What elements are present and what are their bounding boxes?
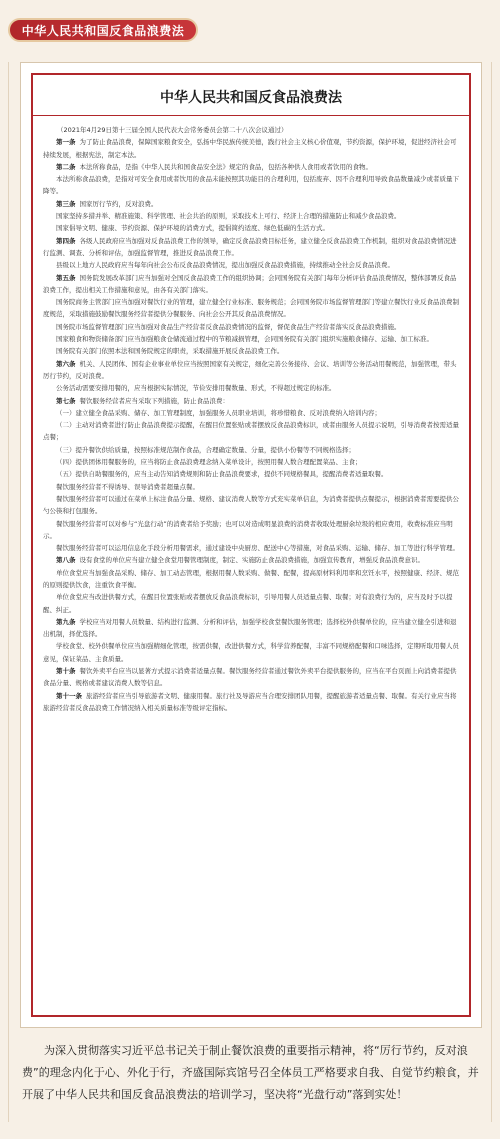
law-paragraph — [43, 665, 459, 690]
article-text: 单位食堂应当改进供餐方式，在醒目位置张贴或者摆放反食品浪费标识，引导用餐人员适量点餐、取餐；对有浪费行为的，应当及时予以提醒、纠正。 — [43, 593, 453, 614]
article-text: 餐饮服务经营者可以运用信息化手段分析用餐需求，通过建设中央厨房、配送中心等措施，对食品采购、运输、储存、加工等进行科学管理。 — [56, 544, 459, 553]
article-text: 单位食堂应当加强食品采购、储存、加工动态管理，根据用餐人数采购、做餐、配餐，提高原材料利用率和烹饪水平，按照健康、经济、规范的原则提供饮食，注重饮食平衡。 — [43, 568, 459, 589]
law-paragraph — [43, 272, 459, 297]
law-paragraph — [43, 136, 459, 161]
article-number: 第三条 — [56, 199, 76, 208]
article-text: 学校食堂、校外供餐单位应当加强精细化管理，按需供餐，改进供餐方式，科学营养配餐，丰富不同规格配餐和口味选择，定期听取用餐人员意见，保证菜品、主食质量。 — [43, 642, 459, 663]
law-paragraph — [43, 591, 459, 616]
law-paragraph — [43, 382, 459, 394]
law-paragraph — [43, 358, 459, 383]
law-paragraph — [43, 554, 459, 566]
page-banner — [8, 18, 198, 42]
article-text: 国务院市场监督管理部门应当加强对食品生产经营者反食品浪费情况的监督，督促食品生产经营者落实反食品浪费措施。 — [56, 322, 401, 331]
law-paragraph — [43, 259, 459, 271]
article-text: 餐饮服务经营者可以对参与“光盘行动”的消费者给予奖励；也可以对造成明显浪费的消费者收取处理厨余垃圾的相应费用，收费标准应当明示。 — [43, 519, 453, 540]
article-text: 餐饮服务经营者不得诱导、误导消费者超量点餐。 — [56, 482, 199, 491]
law-paragraph — [43, 407, 459, 419]
article-text: （一）建立健全食品采购、储存、加工管理制度，加强服务人员职业培训，将珍惜粮食、反对浪费纳入培训内容； — [56, 408, 381, 417]
law-paragraph — [43, 198, 459, 210]
article-number: 第八条 — [56, 556, 76, 565]
law-paragraph — [43, 542, 459, 554]
article-text: 学校应当对用餐人员数量、结构进行监测、分析和评估，加强学校食堂餐饮服务管理；选择校外供餐单位的，应当建立健全引进和退出机制，择优选择。 — [43, 617, 457, 639]
law-paragraph — [43, 173, 459, 198]
law-paragraph — [43, 345, 459, 357]
left-border-line — [8, 62, 9, 1122]
article-text: 各级人民政府应当加强对反食品浪费工作的领导，确定反食品浪费目标任务，建立健全反食品浪费工作机制，组织对食品浪费情况进行监测、调查、分析和评估，加强监督管理，推进反食品浪费工作。 — [43, 236, 457, 257]
law-paragraph — [43, 161, 459, 173]
article-text: 公务活动需要安排用餐的，应当根据实际情况，节俭安排用餐数量、形式，不得超过规定的标准。 — [56, 384, 336, 393]
article-text: 县级以上地方人民政府应当每年向社会公布反食品浪费情况，提出加强反食品浪费措施，持续推动全社会反食品浪费。 — [56, 261, 394, 270]
law-paragraph — [43, 222, 459, 234]
law-paragraph — [43, 395, 459, 407]
law-paragraph — [43, 567, 459, 592]
law-paragraph — [43, 690, 459, 715]
law-paragraph — [43, 616, 459, 641]
article-text: 餐饮外卖平台应当以显著方式提示消费者适量点餐。餐饮服务经营者通过餐饮外卖平台提供服务的，应当在平台页面上向消费者提供食品分量、规格或者建议消费人数等信息。 — [43, 667, 457, 688]
law-paragraph — [43, 444, 459, 456]
article-text: 为了防止食品浪费，保障国家粮食安全，弘扬中华民族传统美德，践行社会主义核心价值观，节约资源，保护环境，促进经济社会可持续发展，根据宪法，制定本法。 — [43, 138, 457, 159]
article-text: 餐饮服务经营者应当采取下列措施，防止食品浪费： — [79, 396, 229, 405]
article-number: 第九条 — [56, 617, 76, 626]
summary-paragraph: 为深入贯彻落实习近平总书记关于制止餐饮浪费的重要指示精神，将“厉行节约，反对浪费”的理念内化于心、外化于行，齐盛国际宾馆号召全体员工严格要求自我、自觉节约粮食，并开展了中华人民共和国反食品浪费法的培训学习，坚决将“光盘行动”落到实处！ — [22, 1044, 479, 1101]
article-text: （三）提升餐饮供给质量，按照标准规范制作食品，合理确定数量、分量，提供小份餐等不同规格选择； — [56, 445, 355, 454]
law-paragraph — [43, 518, 459, 543]
article-text: 国务院发展改革部门应当加强对全国反食品浪费工作的组织协调；会同国务院有关部门每年分析评估食品浪费情况，整体部署反食品浪费工作，提出相关工作措施和意见，由各有关部门落实。 — [43, 273, 457, 294]
law-paragraph — [43, 456, 459, 468]
article-text: 旅游经营者应当引导旅游者文明、健康用餐。旅行社及导游应当合理安排团队用餐，提醒旅游者适量点餐、取餐。有关行业应当将旅游经营者反食品浪费工作情况纳入相关质量标准等级评定指标。 — [43, 691, 457, 712]
right-border-line — [491, 62, 492, 1122]
law-paragraph — [43, 640, 459, 665]
law-paragraph — [43, 493, 459, 518]
article-number: 第十条 — [56, 667, 76, 676]
article-text: 餐饮服务经营者可以通过在菜单上标注食品分量、规格、建议消费人数等方式充实菜单信息，为消费者提供点餐提示，根据消费者需要提供公勺公筷和打包服务。 — [43, 494, 459, 516]
article-text: （五）提供自助餐服务的，应当主动告知消费规则和防止食品浪费要求，提供不同规格餐具，提醒消费者适量取餐。 — [56, 470, 388, 479]
article-text: 国务院商务主管部门应当加强对餐饮行业的管理，建立健全行业标准、服务规范；会同国务院市场监督管理部门等建立餐饮行业反食品浪费制度规范，采取措施鼓励餐饮服务经营者提供分餐服务、向社会公开其反食品浪费情况。 — [43, 298, 459, 319]
document-frame — [31, 73, 471, 1017]
title-divider — [33, 115, 469, 116]
article-text: 本法所称食品，是指《中华人民共和国食品安全法》规定的食品，包括各种供人食用或者饮用的食物。 — [79, 162, 372, 171]
law-paragraph — [43, 333, 459, 345]
article-number: 第六条 — [56, 359, 76, 368]
article-text: 国务院有关部门依照本法和国务院规定的职责，采取措施开展反食品浪费工作。 — [56, 347, 284, 356]
article-text: （四）提供团体用餐服务的，应当将防止食品浪费理念纳入菜单设计，按照用餐人数合理配置菜品、主食； — [56, 458, 362, 467]
document-note: （2021年4月29日第十三届全国人民代表大会常务委员会第二十八次会议通过） — [57, 126, 288, 134]
article-number: 第十一条 — [56, 691, 82, 700]
document-title: 中华人民共和国反食品浪费法 — [160, 90, 342, 106]
article-text: 机关、人民团体、国有企业事业单位应当按照国家有关规定，细化完善公务接待、会议、培训等公务活动用餐规范，加强管理，带头厉行节约，反对浪费。 — [43, 359, 457, 380]
article-number: 第一条 — [56, 138, 76, 147]
article-text: 设有食堂的单位应当建立健全食堂用餐管理制度，制定、实施防止食品浪费措施，加强宣传教育，增强反食品浪费意识。 — [79, 556, 424, 565]
law-paragraph — [43, 419, 459, 444]
document-body — [43, 124, 459, 714]
law-paragraph — [43, 296, 459, 321]
article-text: 国家坚持多措并举、精准施策、科学管理、社会共治的原则，采取技术上可行、经济上合理的措施防止和减少食品浪费。 — [56, 212, 401, 221]
article-text: 国家粮食和物资储备部门应当加强粮食仓储流通过程中的节粮减损管理，会同国务院有关部门组织实施粮食储存、运输、加工标准。 — [56, 335, 433, 344]
article-number: 第七条 — [56, 396, 76, 405]
article-text: 本法所称食品浪费，是指对可安全食用或者饮用的食品未能按照其功能目的合理利用，包括废弃、因不合理利用导致食品数量减少或者质量下降等。 — [43, 175, 459, 196]
law-paragraph — [43, 481, 459, 493]
article-text: 国家倡导文明、健康、节约资源、保护环境的消费方式，提倡简约适度、绿色低碳的生活方式。 — [56, 224, 329, 233]
article-text: 国家厉行节约，反对浪费。 — [79, 199, 158, 208]
article-text: （二）主动对消费者进行防止食品浪费提示提醒，在醒目位置张贴或者摆放反食品浪费标识，或者由服务人员提示说明，引导消费者按需适量点餐； — [43, 421, 459, 442]
article-number: 第二条 — [56, 162, 76, 171]
law-paragraph — [43, 235, 459, 260]
law-paragraph — [43, 468, 459, 480]
law-paragraph — [43, 321, 459, 333]
article-number: 第四条 — [56, 236, 76, 245]
law-paragraph — [43, 210, 459, 222]
document-card — [20, 62, 482, 1028]
banner-title: 中华人民共和国反食品浪费法 — [21, 23, 185, 38]
article-number: 第五条 — [56, 273, 76, 282]
